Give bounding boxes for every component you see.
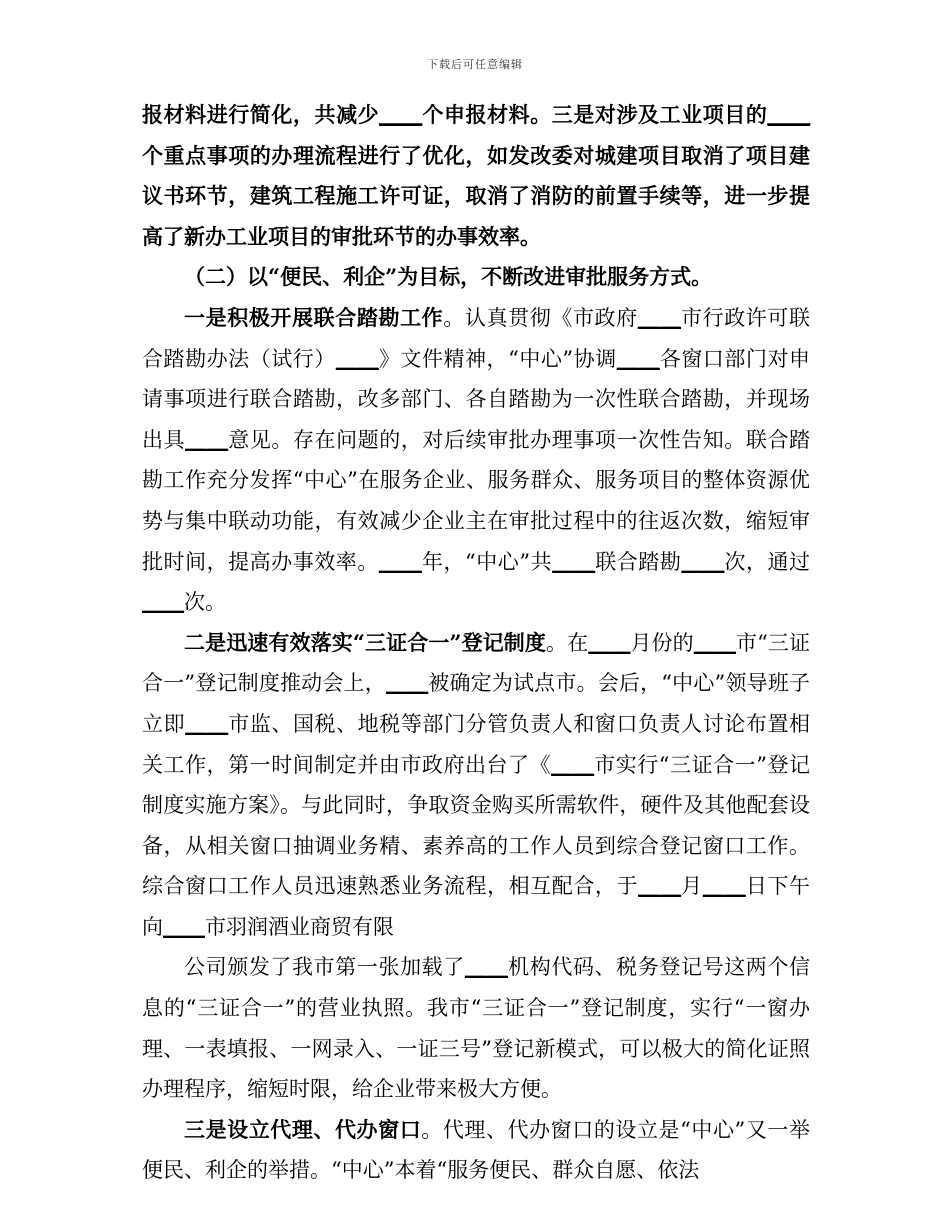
paragraph-intro: 报材料进行简化，共减少＿＿个申报材料。三是对涉及工业项目的＿＿个重点事项的办理流程进行了优化，如发改委对城建项目取消了项目建议书环节，建筑工程施工许可证，取消了消防的前置手续等，进一步提高了新办工业项目的审批环节的办事效率。 [142,102,811,249]
paragraph-joint-survey: 一是积极开展联合踏勘工作。认真贯彻《市政府＿＿市行政许可联合踏勘办法（试行）＿＿》文件精神，“中心”协调＿＿各窗口部门对申请事项进行联合踏勘，改多部门、各自踏勘为一次性联合踏勘，并现场出具＿＿意见。存在问题的，对后续审批办理事项一次性告知。联合踏勘工作充分发挥“中心”在服务企业、服务群众、服务项目的整体资源优势与集中联动功能，有效减少企业主在审批过程中的往返次数，缩短审批时间，提高办事效率。＿＿年，“中心”共＿＿联合踏勘＿＿次，通过＿＿次。 [142,304,811,615]
paragraph-agency-window: 三是设立代理、代办窗口。代理、代办窗口的设立是“中心”又一举便民、利企的举措。“中心”本着“服务便民、群众自愿、依法 [142,1116,810,1183]
paragraph-business-license: 公司颁发了我市第一张加载了＿＿机构代码、税务登记号这两个信息的“三证合一”的营业执照。我市“三证合一”登记制度，实行“一窗办理、一表填报、一网录入、一证三号”登记新模式，可以极大的简化证照办理程序，缩短时限，给企业带来极大方便。 [142,955,811,1102]
paragraph-three-certificates: 二是迅速有效落实“三证合一”登记制度。在＿＿月份的＿＿市“三证合一”登记制度推动会上，＿＿被确定为试点市。会后，“中心”领导班子立即＿＿市监、国税、地税等部门分管负责人和窗口负责人讨论布置相关工作，第一时间制定并由市政府出台了《＿＿市实行“三证合一”登记制度实施方案》。与此同时，争取资金购买所需软件，硬件及其他配套设备，从相关窗口抽调业务精、素养高的工作人员到综合登记窗口工作。综合窗口工作人员迅速熟悉业务流程，相互配合，于＿＿月＿＿日下午向＿＿市羽润酒业商贸有限 [142,629,811,939]
page-header: 下载后可任意编辑 [427,58,523,71]
section-heading: （二）以“便民、利企”为目标，不断改进审批服务方式。 [184,264,713,290]
document-body [142,95,810,1191]
